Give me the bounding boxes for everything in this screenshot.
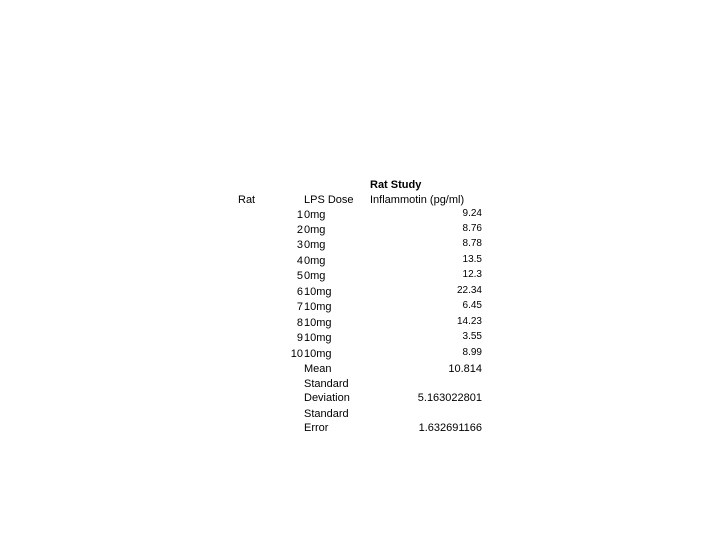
inflammotin-value: 8.78 [462,238,482,249]
lps-dose: 0mg [304,270,326,282]
rat-number: 2 [296,224,303,236]
rat-number: 6 [296,286,303,298]
inflammotin-value: 9.24 [462,208,482,219]
sd-value: 5.163022801 [417,392,482,404]
header-lps-dose: LPS Dose [304,194,354,206]
rat-number: 1 [296,209,303,221]
inflammotin-value: 6.45 [462,300,482,311]
sd-label-line2: Deviation [304,392,350,404]
lps-dose: 0mg [304,209,326,221]
mean-value: 10.814 [448,363,482,375]
study-title: Rat Study [370,179,422,191]
rat-number: 10 [290,348,303,360]
lps-dose: 0mg [304,224,326,236]
se-label-line2: Error [304,422,329,434]
rat-number: 4 [296,255,303,267]
se-label-line1: Standard [304,408,349,420]
inflammotin-value: 8.99 [462,347,482,358]
inflammotin-value: 12.3 [462,269,482,280]
lps-dose: 10mg [304,301,332,313]
inflammotin-value: 14.23 [456,316,482,327]
inflammotin-value: 13.5 [462,254,482,265]
lps-dose: 10mg [304,317,332,329]
rat-number: 3 [296,239,303,251]
lps-dose: 10mg [304,286,332,298]
header-inflammotin: Inflammotin (pg/ml) [370,194,465,206]
lps-dose: 10mg [304,332,332,344]
rat-number: 8 [296,317,303,329]
inflammotin-value: 22.34 [456,285,482,296]
rat-number: 7 [296,301,303,313]
inflammotin-value: 8.76 [462,223,482,234]
lps-dose: 0mg [304,239,326,251]
sd-label-line1: Standard [304,378,349,390]
rat-number: 9 [296,332,303,344]
lps-dose: 10mg [304,348,332,360]
inflammotin-value: 3.55 [462,331,482,342]
lps-dose: 0mg [304,255,326,267]
header-rat: Rat [238,194,256,206]
mean-label: Mean [304,363,332,375]
rat-number: 5 [296,270,303,282]
se-value: 1.632691166 [418,422,482,434]
